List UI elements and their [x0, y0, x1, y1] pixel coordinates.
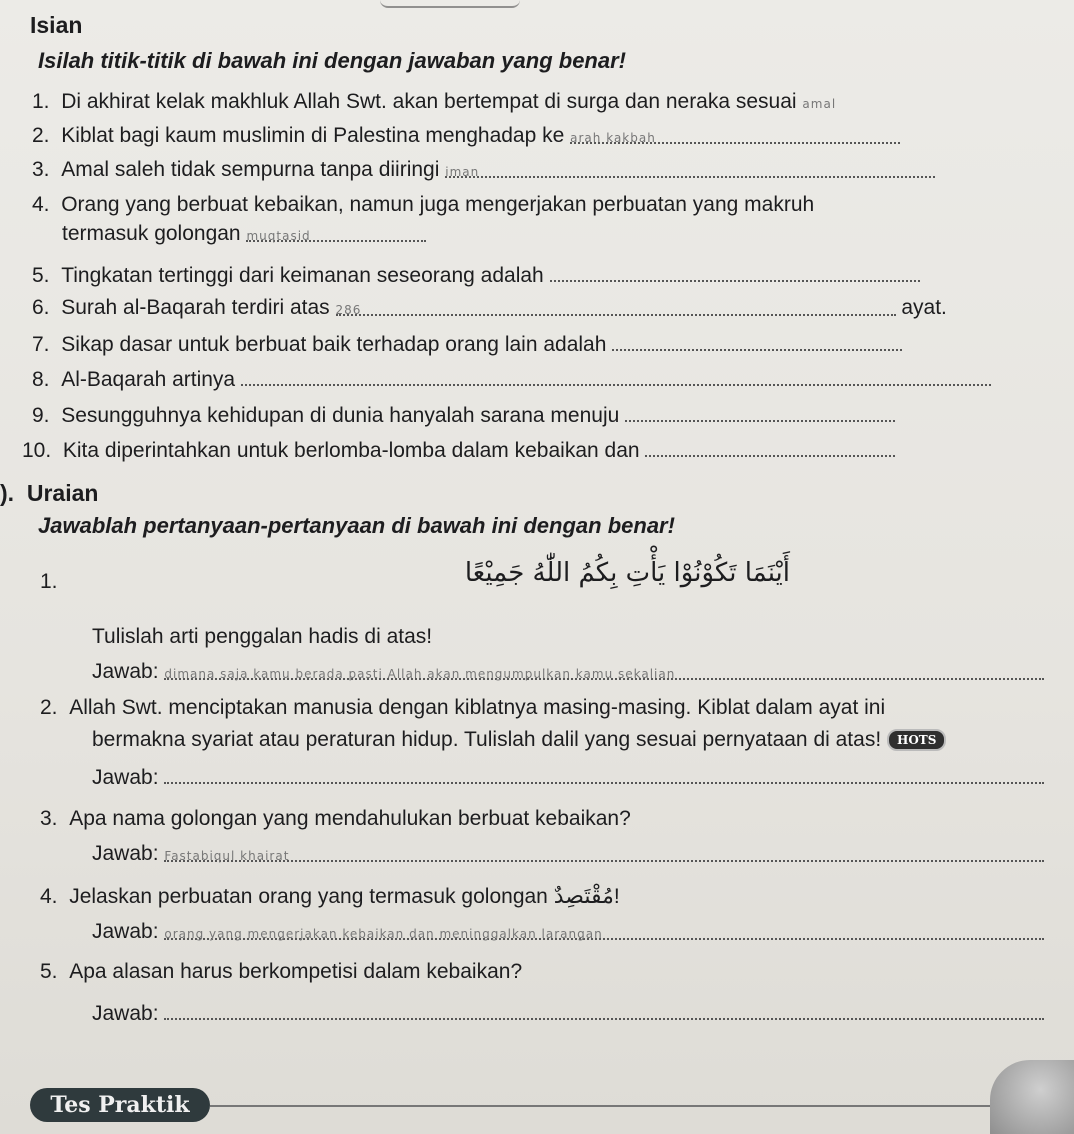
- handwritten-answer: Fastabiqul khairat: [164, 849, 290, 863]
- handwritten-answer: amal: [802, 97, 837, 111]
- handwritten-answer: arah kakbah: [570, 131, 656, 145]
- muqtasid-arabic: مُقْتَصِدٌ: [553, 884, 614, 909]
- question-b1-number: 1.: [40, 570, 58, 593]
- footer-divider: [210, 1105, 990, 1107]
- handwritten-answer: iman: [445, 165, 480, 179]
- question-b5: 5. Apa alasan harus berkompetisi dalam kebaikan?: [40, 960, 523, 983]
- item-number: 1.: [32, 90, 50, 113]
- hadith-arabic-text: أَيْنَمَا تَكُوْنُوْا يَأْتِ بِكُمُ اللّٰهُ جَمِيْعًا: [464, 558, 790, 588]
- page-top-edge: [380, 0, 520, 8]
- question-b2-continued: bermakna syariat atau peraturan hidup. Tulislah dalil yang sesuai pernyataan di atas! HOTS: [92, 728, 946, 752]
- answer-b4: [92, 920, 1044, 944]
- question-a1: [32, 90, 836, 114]
- question-a10: 10. Kita diperintahkan untuk berlomba-lomba dalam kebaikan dan: [22, 437, 895, 463]
- question-a5: 5. Tingkatan tertinggi dari keimanan seseorang adalah: [32, 262, 920, 288]
- handwritten-answer: muqtasid: [246, 229, 311, 243]
- question-a4-continued: termasuk golongan muqtasid: [62, 222, 426, 246]
- question-a8: 8. Al-Baqarah artinya: [32, 366, 991, 392]
- question-b1-text: Tulislah arti penggalan hadis di atas!: [92, 625, 433, 648]
- question-text: Di akhirat kelak makhluk Allah Swt. akan bertempat di surga dan neraka sesuai: [61, 90, 797, 113]
- question-a3: 3. Amal saleh tidak sempurna tanpa diiringi iman: [32, 158, 935, 182]
- page-corner-shadow: [990, 1060, 1074, 1134]
- section-b-instruction: Jawablah pertanyaan-pertanyaan di bawah ini dengan benar!: [38, 513, 675, 538]
- section-b-letter: ).: [0, 480, 15, 506]
- section-a-title: Isian: [30, 12, 83, 38]
- question-a2: 2. Kiblat bagi kaum muslimin di Palestina menghadap ke arah kakbah: [32, 124, 900, 148]
- section-b-title: ). Uraian: [0, 480, 99, 506]
- handwritten-answer: dimana saja kamu berada pasti Allah akan mengumpulkan kamu sekalian: [164, 667, 676, 681]
- question-a4: 4. Orang yang berbuat kebaikan, namun juga mengerjakan perbuatan yang makruh: [32, 193, 815, 216]
- handwritten-answer: orang yang mengerjakan kebaikan dan meninggalkan larangan: [164, 927, 603, 941]
- answer-label: Jawab:: [92, 766, 159, 789]
- answer-b5: [92, 1000, 1044, 1026]
- question-suffix: ayat.: [901, 296, 947, 319]
- tes-praktik-banner: Tes Praktik: [30, 1088, 210, 1122]
- answer-label: Jawab:: [92, 920, 159, 943]
- answer-label: Jawab:: [92, 842, 159, 865]
- question-b2: 2. Allah Swt. menciptakan manusia dengan kiblatnya masing-masing. Kiblat dalam ayat ini: [40, 696, 886, 719]
- question-b3: 3. Apa nama golongan yang mendahulukan berbuat kebaikan?: [40, 807, 631, 830]
- answer-b3: [92, 842, 1044, 866]
- section-a-instruction: Isilah titik-titik di bawah ini dengan jawaban yang benar!: [38, 48, 626, 73]
- answer-label: Jawab:: [92, 1002, 159, 1025]
- hots-badge: HOTS: [887, 729, 946, 751]
- answer-b1: [92, 660, 1044, 684]
- question-a6: 6. Surah al-Baqarah terdiri atas 286 ayat.: [32, 296, 947, 319]
- handwritten-answer: 286: [335, 303, 362, 317]
- answer-b2: [92, 764, 1044, 790]
- answer-label: Jawab:: [92, 660, 159, 683]
- question-a9: 9. Sesungguhnya kehidupan di dunia hanyalah sarana menuju: [32, 402, 895, 428]
- question-b4: 4. Jelaskan perbuatan orang yang termasuk golongan مُقْتَصِدٌ!: [40, 884, 620, 909]
- question-a7: 7. Sikap dasar untuk berbuat baik terhadap orang lain adalah: [32, 331, 902, 357]
